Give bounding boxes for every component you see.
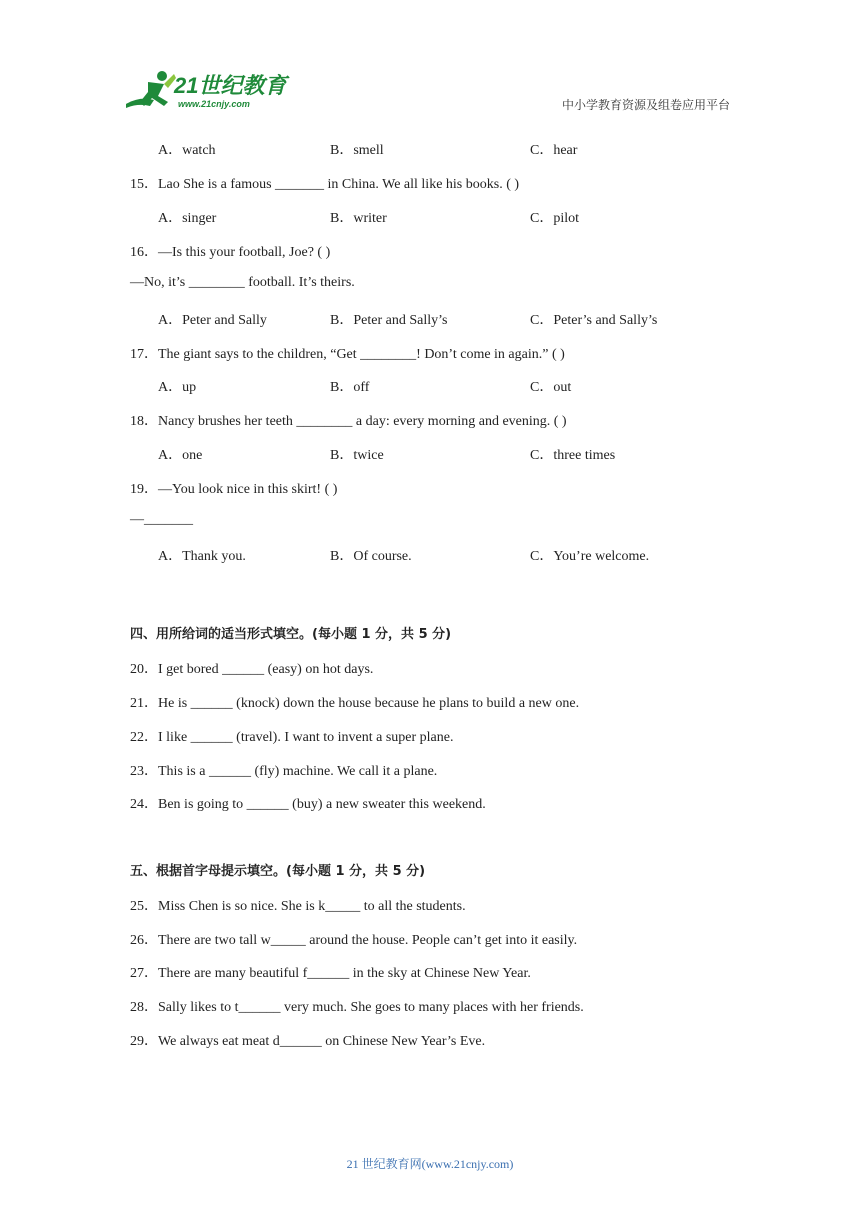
q19-option-c: C．You’re welcome. — [530, 549, 650, 564]
q18-option-c: C．three times — [530, 448, 616, 463]
q27-text: 27．There are many beautiful f______ in the sky at Chinese New Year. — [130, 966, 531, 981]
q25-text: 25．Miss Chen is so nice. She is k_____ to all the students. — [130, 899, 466, 914]
q16-option-a: A．Peter and Sally — [158, 313, 267, 328]
q17-option-c: C．out — [530, 380, 572, 395]
q15-option-c: C．pilot — [530, 211, 580, 226]
q15-option-a: A．singer — [158, 211, 217, 226]
q19-text: 19．—You look nice in this skirt! ( ) — [130, 482, 338, 497]
q20-text: 20．I get bored ______ (easy) on hot days. — [130, 662, 374, 677]
q21-text: 21．He is ______ (knock) down the house because he plans to build a new one. — [130, 696, 580, 711]
q17-text: 17．The giant says to the children, “Get ________! Don’t come in again.” ( ) — [130, 347, 565, 362]
page-header — [0, 0, 860, 130]
q28-text: 28．Sally likes to t______ very much. She goes to many places with her friends. — [130, 1000, 584, 1015]
q29-text: 29．We always eat meat d______ on Chinese New Year’s Eve. — [130, 1034, 486, 1049]
q14-option-a: A．watch — [158, 143, 216, 158]
logo-text: 21世纪教育 — [174, 73, 287, 98]
q16-option-c: C．Peter’s and Sally’s — [530, 313, 658, 328]
q18-option-b: B．twice — [330, 448, 384, 463]
q23-text: 23．This is a ______ (fly) machine. We call it a plane. — [130, 764, 438, 779]
platform-name: 中小学教育资源及组卷应用平台 — [561, 98, 730, 112]
q22-text: 22．I like ______ (travel). I want to invent a super plane. — [130, 730, 454, 745]
q14-option-c: C．hear — [530, 143, 578, 158]
q14-option-b: B．smell — [330, 143, 384, 158]
logo — [120, 66, 290, 116]
q18-text: 18．Nancy brushes her teeth ________ a day: every morning and evening. ( ) — [130, 414, 567, 429]
q16-text2: —No, it’s ________ football. It’s theirs. — [130, 275, 355, 290]
q19-option-a: A．Thank you. — [158, 549, 246, 564]
q17-option-a: A．up — [158, 380, 197, 395]
section-5-title: 五、根据首字母提示填空。(每小题 1 分，共 5 分) — [130, 864, 426, 879]
q19-option-b: B．Of course. — [330, 549, 412, 564]
q16-text: 16．—Is this your football, Joe? ( ) — [130, 245, 331, 260]
q24-text: 24．Ben is going to ______ (buy) a new sweater this weekend. — [130, 797, 486, 812]
page-footer: 21 世纪教育网(www.21cnjy.com) — [346, 1157, 514, 1171]
runner-logo-icon — [120, 66, 180, 116]
q19-text2: —_______ — [130, 512, 193, 527]
q17-option-b: B．off — [330, 380, 370, 395]
q26-text: 26．There are two tall w_____ around the house. People can’t get into it easily. — [130, 933, 578, 948]
q18-option-a: A．one — [158, 448, 203, 463]
section-4-title: 四、用所给词的适当形式填空。(每小题 1 分，共 5 分) — [130, 627, 452, 642]
q15-option-b: B．writer — [330, 211, 387, 226]
q15-text: 15．Lao She is a famous _______ in China. We all like his books. ( ) — [130, 177, 520, 192]
logo-url: www.21cnjy.com — [178, 99, 250, 109]
q16-option-b: B．Peter and Sally’s — [330, 313, 448, 328]
